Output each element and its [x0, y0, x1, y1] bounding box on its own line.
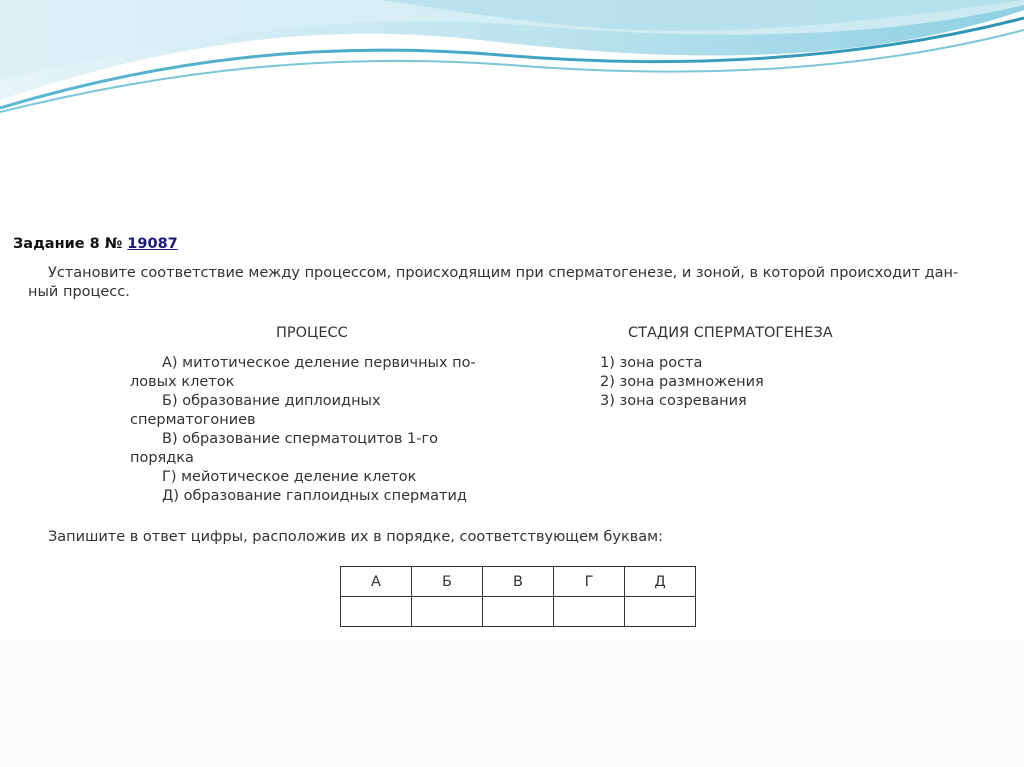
answer-instruction: Запишите в ответ цифры, расположив их в порядке, соответствующем буквам:: [48, 529, 663, 545]
answer-letter-b: Б: [412, 567, 483, 597]
stage-item-2: 2) зона размножения: [600, 374, 764, 390]
stage-item-3: 3) зона созревания: [600, 393, 747, 409]
process-item-g: Г) мейотическое деление клеток: [162, 469, 417, 485]
task-title-prefix: Задание 8 №: [13, 236, 123, 252]
answer-letter-g: Г: [554, 567, 625, 597]
task-instruction: [28, 264, 1018, 302]
process-item-a: А) митотическое деление первичных по-: [162, 355, 476, 371]
answer-table: [340, 566, 696, 627]
answer-values-row: [341, 597, 696, 627]
answer-cell-a[interactable]: [341, 597, 412, 627]
stage-item-1: 1) зона роста: [600, 355, 703, 371]
process-item-v: В) образование сперматоцитов 1-го: [162, 431, 438, 447]
process-item-d: Д) образование гаплоидных сперматид: [162, 488, 467, 504]
answer-cell-v[interactable]: [483, 597, 554, 627]
answer-cell-b[interactable]: [412, 597, 483, 627]
process-item-a-cont: ловых клеток: [130, 374, 235, 390]
process-item-v-cont: порядка: [130, 450, 194, 466]
task-title: [13, 236, 178, 252]
answer-letter-v: В: [483, 567, 554, 597]
instruction-line-2: ный процесс.: [28, 284, 130, 300]
instruction-line-1: Установите соответствие между процессом, происходящим при сперматогенезе, и зоной, в которой происходит дан-: [48, 265, 959, 281]
answer-letter-d: Д: [625, 567, 696, 597]
answer-letter-a: А: [341, 567, 412, 597]
answer-letters-row: [341, 567, 696, 597]
process-list: [130, 354, 510, 506]
answer-cell-g[interactable]: [554, 597, 625, 627]
slide-footer-area: [0, 640, 1024, 767]
answer-cell-d[interactable]: [625, 597, 696, 627]
process-item-b: Б) образование диплоидных: [162, 393, 381, 409]
task-number-link[interactable]: 19087: [127, 236, 178, 252]
process-column-heading: ПРОЦЕСС: [276, 325, 348, 341]
stage-column-heading: СТАДИЯ СПЕРМАТОГЕНЕЗА: [628, 325, 833, 341]
decorative-wave-header: [0, 0, 1024, 130]
stage-list: [600, 354, 764, 411]
process-item-b-cont: сперматогониев: [130, 412, 256, 428]
